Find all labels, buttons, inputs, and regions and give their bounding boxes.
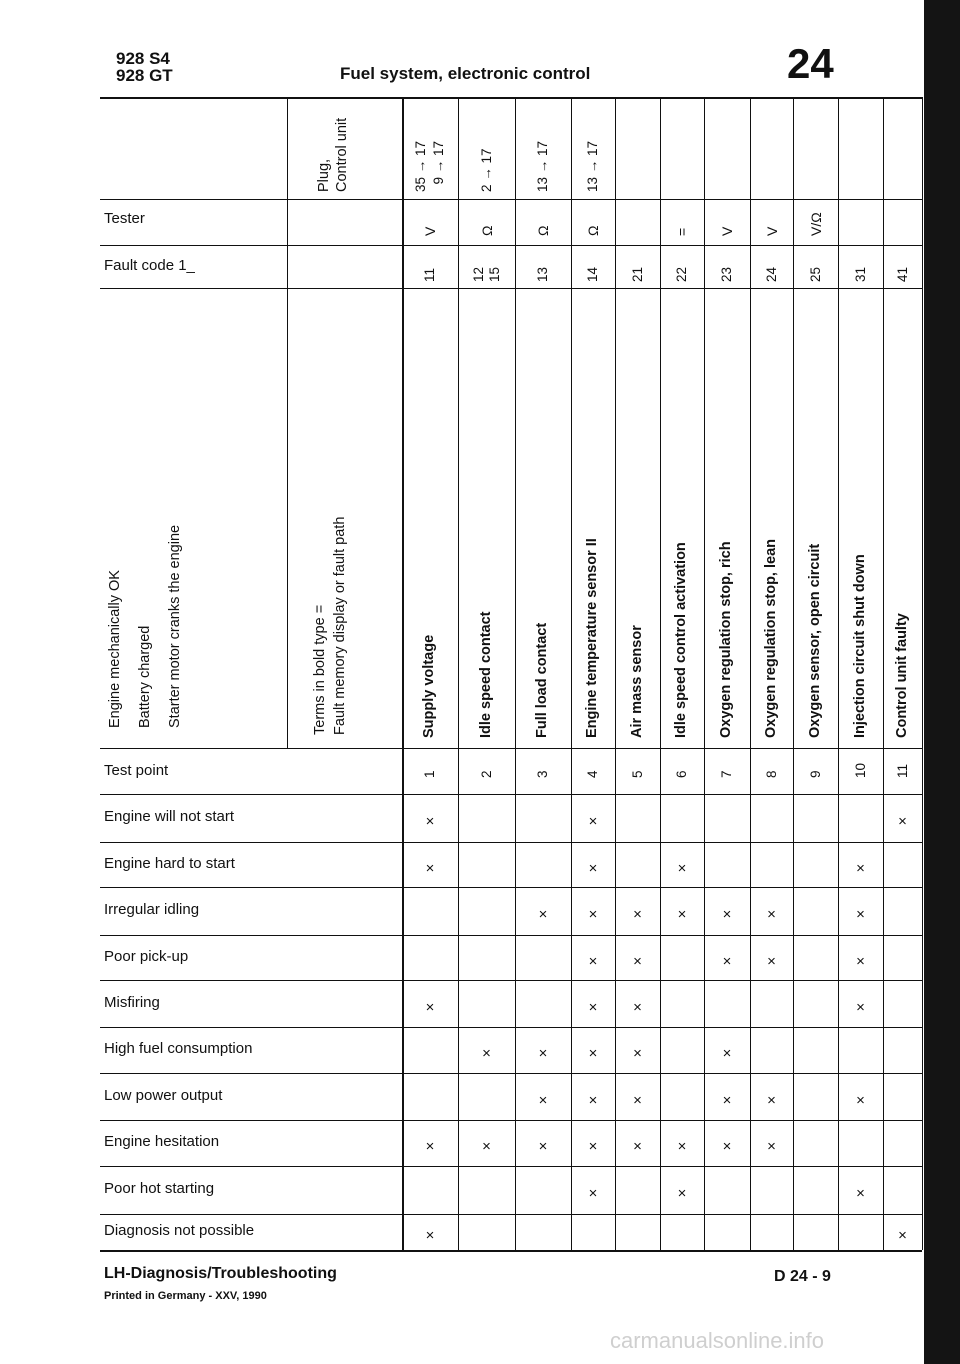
column-fault-path-name: Oxygen regulation stop, lean bbox=[762, 538, 779, 738]
table-rule bbox=[100, 288, 922, 289]
table-rule bbox=[100, 1027, 922, 1028]
column-test-point: 7 bbox=[719, 770, 734, 778]
column-fault-code: 21 bbox=[629, 266, 645, 282]
column-fault-path-name: Oxygen regulation stop, rich bbox=[718, 541, 734, 738]
fault-mark: × bbox=[588, 1138, 598, 1155]
fault-mark: × bbox=[482, 1138, 491, 1155]
fault-mark: × bbox=[767, 1091, 776, 1109]
column-tester: = bbox=[674, 227, 690, 236]
legend-line: Terms in bold type = bbox=[312, 604, 328, 735]
column-fault-path-name: Engine temperature sensor II bbox=[584, 538, 600, 738]
page-number: D 24 - 9 bbox=[774, 1268, 831, 1285]
fault-mark: × bbox=[722, 1138, 732, 1155]
page-title: Fuel system, electronic control bbox=[340, 64, 591, 83]
fault-mark: × bbox=[588, 1045, 598, 1062]
column-fault-code: 24 bbox=[763, 266, 779, 282]
column-plug-pins: 2 → 17 bbox=[478, 148, 494, 192]
column-tester: Ω bbox=[535, 225, 551, 236]
row-label-plug: Plug, Control unit bbox=[316, 117, 350, 192]
column-fault-path-name: Idle speed contact bbox=[477, 611, 494, 738]
column-test-point: 11 bbox=[894, 763, 910, 778]
table-divider bbox=[287, 97, 288, 748]
fault-mark: × bbox=[588, 1091, 598, 1109]
column-fault-code: 11 bbox=[422, 267, 437, 282]
fault-mark: × bbox=[425, 1227, 435, 1244]
column-fault-code: 14 bbox=[585, 266, 600, 282]
row-label-fault-code: Fault code 1_ bbox=[104, 257, 195, 274]
table-rule bbox=[100, 1214, 922, 1215]
bold-type-legend bbox=[310, 517, 350, 735]
fault-mark: × bbox=[588, 998, 598, 1016]
column-test-point: 10 bbox=[852, 762, 868, 778]
column-test-point: 5 bbox=[629, 770, 645, 778]
column-test-point: 2 bbox=[478, 770, 494, 778]
column-rule bbox=[704, 97, 705, 1250]
fault-mark: × bbox=[856, 906, 865, 923]
page-edge-shadow bbox=[924, 0, 960, 1364]
table-rule bbox=[100, 1250, 922, 1252]
legend-line: Fault memory display or fault path bbox=[332, 516, 348, 735]
column-rule bbox=[922, 97, 923, 1250]
precondition-line: Engine mechanically OK bbox=[107, 570, 123, 728]
table-rule bbox=[100, 245, 922, 246]
row-label-tester: Tester bbox=[104, 210, 145, 227]
fault-mark: × bbox=[538, 1138, 548, 1155]
column-fault-path-name: Idle speed control activation bbox=[673, 542, 689, 738]
symptom-label: Low power output bbox=[104, 1086, 223, 1104]
column-rule bbox=[838, 97, 839, 1250]
group-number: 24 bbox=[787, 40, 834, 87]
fault-mark: × bbox=[538, 906, 548, 923]
fault-mark: × bbox=[633, 952, 642, 970]
column-rule bbox=[660, 97, 661, 1250]
fault-mark: × bbox=[722, 906, 732, 923]
fault-mark: × bbox=[588, 906, 598, 923]
table-rule bbox=[100, 97, 922, 99]
column-fault-path-name: Supply voltage bbox=[421, 634, 437, 738]
fault-mark: × bbox=[677, 1138, 687, 1155]
column-tester: V/Ω bbox=[807, 212, 824, 236]
column-test-point: 1 bbox=[422, 770, 437, 778]
column-tester: V bbox=[719, 226, 735, 236]
column-rule bbox=[571, 97, 572, 1250]
column-plug-pins: 13 → 17 bbox=[535, 140, 550, 192]
fault-mark: × bbox=[425, 1138, 435, 1155]
table-rule bbox=[100, 1120, 922, 1121]
fault-mark: × bbox=[633, 1091, 642, 1109]
fault-mark: × bbox=[538, 1091, 548, 1109]
precondition-line: Battery charged bbox=[137, 625, 153, 728]
fault-mark: × bbox=[856, 998, 865, 1016]
column-fault-code: 41 bbox=[894, 266, 910, 282]
fault-mark: × bbox=[677, 1185, 687, 1202]
symptom-label: Engine hard to start bbox=[104, 854, 235, 872]
fault-mark: × bbox=[538, 1045, 548, 1062]
fault-mark: × bbox=[425, 813, 435, 830]
fault-mark: × bbox=[767, 906, 776, 923]
column-fault-path-name: Injection circuit shut down bbox=[851, 554, 868, 738]
column-tester: V bbox=[763, 226, 780, 236]
fault-mark: × bbox=[767, 1138, 776, 1155]
table-rule bbox=[100, 794, 922, 795]
model-line-2: 928 GT bbox=[116, 66, 173, 85]
column-test-point: 3 bbox=[535, 770, 550, 778]
fault-mark: × bbox=[856, 859, 865, 877]
column-plug-pins: 35 → 17 9 → 17 bbox=[413, 140, 446, 192]
symptom-label: High fuel consumption bbox=[104, 1040, 253, 1057]
column-fault-code: 12 15 bbox=[470, 266, 502, 282]
fault-mark: × bbox=[722, 1045, 732, 1062]
preconditions-note bbox=[105, 525, 195, 728]
fault-mark: × bbox=[588, 859, 598, 877]
column-rule bbox=[793, 97, 794, 1250]
footer-printed: Printed in Germany - XXV, 1990 bbox=[104, 1290, 267, 1302]
fault-mark: × bbox=[588, 952, 598, 970]
column-fault-path-name: Control unit faulty bbox=[893, 613, 910, 738]
symptom-label: Poor hot starting bbox=[104, 1180, 215, 1197]
model-line-1: 928 S4 bbox=[116, 49, 170, 68]
table-rule bbox=[100, 842, 922, 843]
fault-mark: × bbox=[856, 952, 865, 970]
column-rule bbox=[515, 97, 516, 1250]
symptom-label: Engine will not start bbox=[104, 808, 235, 825]
fault-mark: × bbox=[588, 813, 598, 830]
column-test-point: 4 bbox=[585, 770, 600, 778]
symptom-label: Poor pick-up bbox=[104, 947, 189, 965]
column-fault-code: 22 bbox=[674, 266, 689, 282]
column-fault-code: 13 bbox=[535, 266, 550, 282]
table-rule bbox=[100, 887, 922, 888]
model-designation bbox=[116, 50, 173, 84]
fault-mark: × bbox=[722, 952, 732, 970]
table-rule bbox=[100, 935, 922, 936]
column-tester: Ω bbox=[478, 225, 495, 236]
column-fault-path-name: Oxygen sensor, open circuit bbox=[806, 543, 823, 738]
column-rule bbox=[615, 97, 616, 1250]
column-tester: V bbox=[422, 226, 438, 236]
symptom-label: Irregular idling bbox=[104, 901, 200, 918]
column-test-point: 6 bbox=[674, 770, 689, 778]
table-rule bbox=[100, 748, 922, 749]
row-label-test-point: Test point bbox=[104, 762, 169, 779]
column-fault-code: 25 bbox=[807, 266, 823, 282]
table-rule bbox=[100, 1073, 922, 1074]
footer-doc-title: LH-Diagnosis/Troubleshooting bbox=[104, 1265, 337, 1282]
fault-mark: × bbox=[898, 1227, 907, 1244]
column-rule bbox=[402, 97, 404, 1250]
column-rule bbox=[458, 97, 459, 1250]
symptom-label: Diagnosis not possible bbox=[104, 1222, 255, 1239]
watermark: carmanualsonline.info bbox=[610, 1328, 825, 1353]
fault-mark: × bbox=[856, 1091, 865, 1109]
fault-mark: × bbox=[677, 906, 687, 923]
fault-mark: × bbox=[633, 998, 642, 1016]
column-plug-pins: 13 → 17 bbox=[585, 140, 600, 192]
fault-mark: × bbox=[482, 1045, 491, 1062]
column-rule bbox=[883, 97, 884, 1250]
fault-mark: × bbox=[898, 813, 907, 830]
fault-mark: × bbox=[856, 1185, 865, 1202]
column-fault-path-name: Full load contact bbox=[534, 622, 550, 738]
fault-mark: × bbox=[588, 1185, 598, 1202]
table-rule bbox=[100, 1166, 922, 1167]
column-test-point: 8 bbox=[763, 770, 779, 778]
fault-mark: × bbox=[633, 906, 642, 923]
fault-mark: × bbox=[633, 1045, 642, 1062]
column-fault-path-name: Air mass sensor bbox=[628, 625, 645, 738]
column-rule bbox=[750, 97, 751, 1250]
symptom-label: Misfiring bbox=[104, 993, 160, 1011]
table-rule bbox=[100, 980, 922, 981]
column-fault-code: 31 bbox=[852, 266, 868, 282]
column-test-point: 9 bbox=[807, 770, 823, 778]
table-rule bbox=[100, 199, 922, 200]
fault-mark: × bbox=[425, 859, 435, 877]
symptom-label: Engine hesitation bbox=[104, 1133, 220, 1150]
precondition-line: Starter motor cranks the engine bbox=[167, 524, 183, 728]
fault-mark: × bbox=[677, 859, 687, 877]
fault-mark: × bbox=[633, 1138, 642, 1155]
fault-mark: × bbox=[722, 1091, 732, 1109]
column-fault-code: 23 bbox=[719, 266, 734, 282]
fault-mark: × bbox=[767, 952, 776, 970]
fault-mark: × bbox=[425, 998, 435, 1016]
column-tester: Ω bbox=[585, 225, 601, 236]
